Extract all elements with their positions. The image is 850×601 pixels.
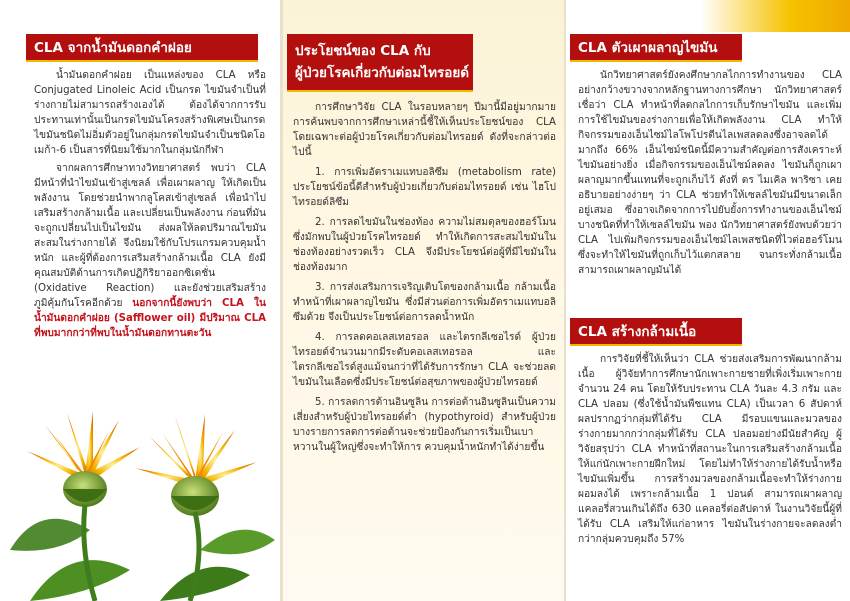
- section-title: CLA จากน้ำมันดอกคำฝอย: [34, 40, 192, 56]
- paragraph: [34, 161, 266, 341]
- panel-cla-fat-burner: [566, 0, 850, 601]
- section-header-thyroid: [287, 34, 473, 92]
- section-title: CLA สร้างกล้ามเนื้อ: [578, 324, 697, 340]
- thyroid-body: [293, 100, 556, 460]
- section-title: CLA ตัวเผาผลาญไขมัน: [578, 40, 718, 56]
- section-title-line2: ผู้ป่วยโรคเกี่ยวกับต่อมไทรอยด์: [295, 65, 470, 81]
- benefit-item-3: 3. การส่งเสริมการเจริญเติบโตของกล้ามเนื้อ กล้ามเนื้อทำหน้าที่เผาผลาญไขมัน ซึ่งมีส่วนต่อการเพิ่มอัตราเมแทบอลิซึมด้วย จึงเป็นประโยชน์ต่อการลดน้ำหนัก: [293, 282, 556, 323]
- paragraph-text: จากผลการศึกษาทางวิทยาศาสตร์ พบว่า CLA มีหน้าที่นำไขมันเข้าสู่เซลล์ เพื่อเผาผลาญ ให้เกิดเป็นพลังงาน โดยช่วยนำพากลูโคสเข้าสู่เซลล์ เพื่อนำไปเสริมสร้างกล้ามเนื้อ และเปลี่ยนเป็นพลังงาน ก่อนที่มันจะถูกเปลี่ยนไปเป็นไขมัน ส่งผลให้ลดปริมาณไขมันสะสมในร่างกายได้ จึงนิยมใช้กับโปรแกรมควบคุมน้ำหนัก และผู้ที่ต้องการเสริมสร้างกล้ามเนื้อ CLA ยังมีคุณสมบัติต้านการเกิดปฏิกิริยาออกซิเดชั่น (Oxidative Reaction) และยังช่วยเสริมสร้างภูมิคุ้มกันโรคอีกด้วย: [34, 163, 266, 309]
- paragraph: น้ำมันดอกคำฝอย เป็นแหล่งของ CLA หรือ Conjugated Linoleic Acid เป็นกรด ไขมันจำเป็นที่ร่างกายไม่สามารถสร้างเองได้ ต้องได้จากการรับประทานเท่านั้นเป็นกรดไขมันโครงสร้างพิเศษเป็นกรดไขมันชนิดไม่อิ่มตัวอยู่ในกลุ่มกรดไขมันจำเป็นชนิดโอเมก้า-6 เป็นสารที่นิยมใช้มากในกลุ่มนักกีฬา: [34, 70, 266, 156]
- section-header-fat-burner: [570, 34, 742, 62]
- benefit-item-5: 5. การลดการต้านอินซูลิน การต่อต้านอินซูลินเป็นความเสี่ยงสำหรับผู้ป่วยไทรอยด์ต่ำ (hypothyroid) สำหรับผู้ป่วยบางรายการลดการต่อต้านจะช่วยป้องกันการเริ่มเป็นเบาหวานในผู้ใหญ่ซึ่งจะทำให้การ ควบคุมน้ำหนักทำได้ง่ายขึ้น: [293, 397, 556, 453]
- benefit-item-2: 2. การลดไขมันในช่องท้อง ความไม่สมดุลของฮอร์โมนซึ่งมักพบในผู้ป่วยโรคไทรอยด์ ทำให้เกิดการสะสมไขมันในช่องท้องอย่างรวดเร็ว CLA จึงมีประโยชน์ต่อผู้ที่มีไขมันในช่องท้องมาก: [293, 217, 556, 273]
- intro-paragraph: การศึกษาวิจัย CLA ในรอบหลายๆ ปีมานี้มีอยู่มากมาย การค้นพบจากการศึกษาเหล่านี้ชี้ให้เห็นประโยชน์ของ CLA โดยเฉพาะต่อผู้ป่วยโรคเกี่ยวกับต่อมไทรอยด์ ดังที่จะกล่าวต่อไปนี้: [293, 102, 556, 158]
- section-header-safflower: [26, 34, 258, 62]
- panel-cla-from-safflower: [0, 0, 280, 601]
- section-title-line1: ประโยชน์ของ CLA กับ: [295, 43, 431, 59]
- benefit-item-4: 4. การลดคอเลสเทอรอล และไตรกลีเซอไรด์ ผู้ป่วยไทรอยด์จำนวนมากมีระดับคอเลสเทอรอล และไตรกลีเซอไรด์สูงแม้จนกว่าที่ได้รับการรักษา CLA จะช่วยลดไขมันในเลือดซึ่งมีประโยชน์ต่อสุขภาพของผู้ป่วยไทรอยด์: [293, 332, 556, 388]
- panel-cla-thyroid: [283, 0, 566, 601]
- paragraph: นักวิทยาศาสตร์ยังคงศึกษากลไกการทำงานของ CLA อย่างกว้างขวางจากหลักฐานทางการศึกษา นักวิทยาศาสตร์เชื่อว่า CLA ทำหน้าที่ลดกลไกการเก็บรักษาไขมัน และเพิ่มการใช้ไขมันของร่างกายเพื่อให้เกิดพลังงาน CLA ทำให้กิจกรรมของเอ็นไซม์ไลโพโปรตีนไลเพสลดลงซึ่งอาจลดได้มากถึง 66% เอ็นไซม์ชนิดนี้มีความสำคัญต่อการสังเคราะห์ไขมันอย่างยิ่ง เมื่อกิจกรรมของเอ็นไซม์ลดลง ไขมันก็ถูกเผาผลาญมากขึ้นแทนที่จะถูกเก็บไว้ ดังที่ ดร ไมเคิล พาริซา เคยอธิบายอย่างง่ายๆ ว่า CLA ช่วยทำให้เซลล์ไขมันมีขนาดเล็กอยู่เสมอ ซึ่งอาจเกิดจากการไปยับยั้งการทำงานของเอ็นไซม์บางชนิดที่ทำให้เซลล์ไขมัน พอง นักวิทยาศาสตร์ยังพบด้วยว่า CLA ไปเพิ่มกิจกรรมของเอ็นไซม์ไลเพสชนิดที่ไวต่อฮอร์โมน ซึ่งจะทำให้ไขมันที่ถูกเก็บไว้แตกสลาย จนกระทั่งกล้ามเนื้อสามารถเผาผลาญมันได้: [578, 70, 842, 276]
- fat-burner-body: [578, 68, 842, 278]
- safflower-image: [0, 380, 280, 601]
- muscle-body: [578, 352, 842, 547]
- benefit-item-1: 1. การเพิ่มอัตราเมแทบอลิซึม (metabolism rate) ประโยชน์ข้อนี้ดีสำหรับผู้ป่วยเกี่ยวกับต่อมไทรอยด์ เช่น ไฮโปไทรอยด์ลิซึม: [293, 167, 556, 208]
- safflower-illustration: [0, 380, 280, 601]
- safflower-body: [34, 68, 266, 341]
- highlight-text: นอกจากนี้ยังพบว่า CLA ในน้ำมันดอกคำฝอย (Safflower oil) มีปริมาณ CLA ที่พบมากกว่าที่พบในน้ำมันดอกทานตะวัน: [34, 298, 266, 339]
- paragraph: การวิจัยที่ชี้ให้เห็นว่า CLA ช่วยส่งเสริมการพัฒนากล้ามเนื้อ ผู้วิจัยทำการศึกษานักเพาะกายชายที่เพิ่งเริ่มเพาะกาย จำนวน 24 คน โดยให้รับประทาน CLA วันละ 4.3 กรัม และ CLA ปลอม (ซึ่งใช้น้ำมันพืชแทน CLA) เป็นเวลา 6 สัปดาห์ ผลปรากฏว่ากลุ่มที่ได้รับ CLA มีรอบแขนและมวลของร่างกายมากกว่ากลุ่มที่ได้รับ CLA ปลอมอย่างมีนัยสำคัญ ผู้วิจัยสรุปว่า CLA ทำหน้าที่สถานะในการเสริมสร้างกล้ามเนื้อให้แก่นักเพาะกายฝึกใหม่ โดยไม่ทำให้ร่างกายได้รับน้ำหรือไขมันเพิ่มขึ้น การสร้างมวลของกล้ามเนื้อจะทำให้ร่างกายผอมลงได้ เพราะกล้ามเนื้อ 1 ปอนด์ สามารถเผาผลาญแคลอรี่สวนเกินได้ถึง 630 แคลอรี่ต่อสัปดาห์ ในงานวิจัยนี้ผู้ที่ได้รับ CLA เสริมให้แก่อาหาร ไขมันในร่างกายจะลดลงต่ำกว่ากลุ่มควบคุมถึง 57%: [578, 354, 842, 545]
- yellow-corner-decoration: [700, 0, 850, 32]
- section-header-muscle: [570, 318, 742, 346]
